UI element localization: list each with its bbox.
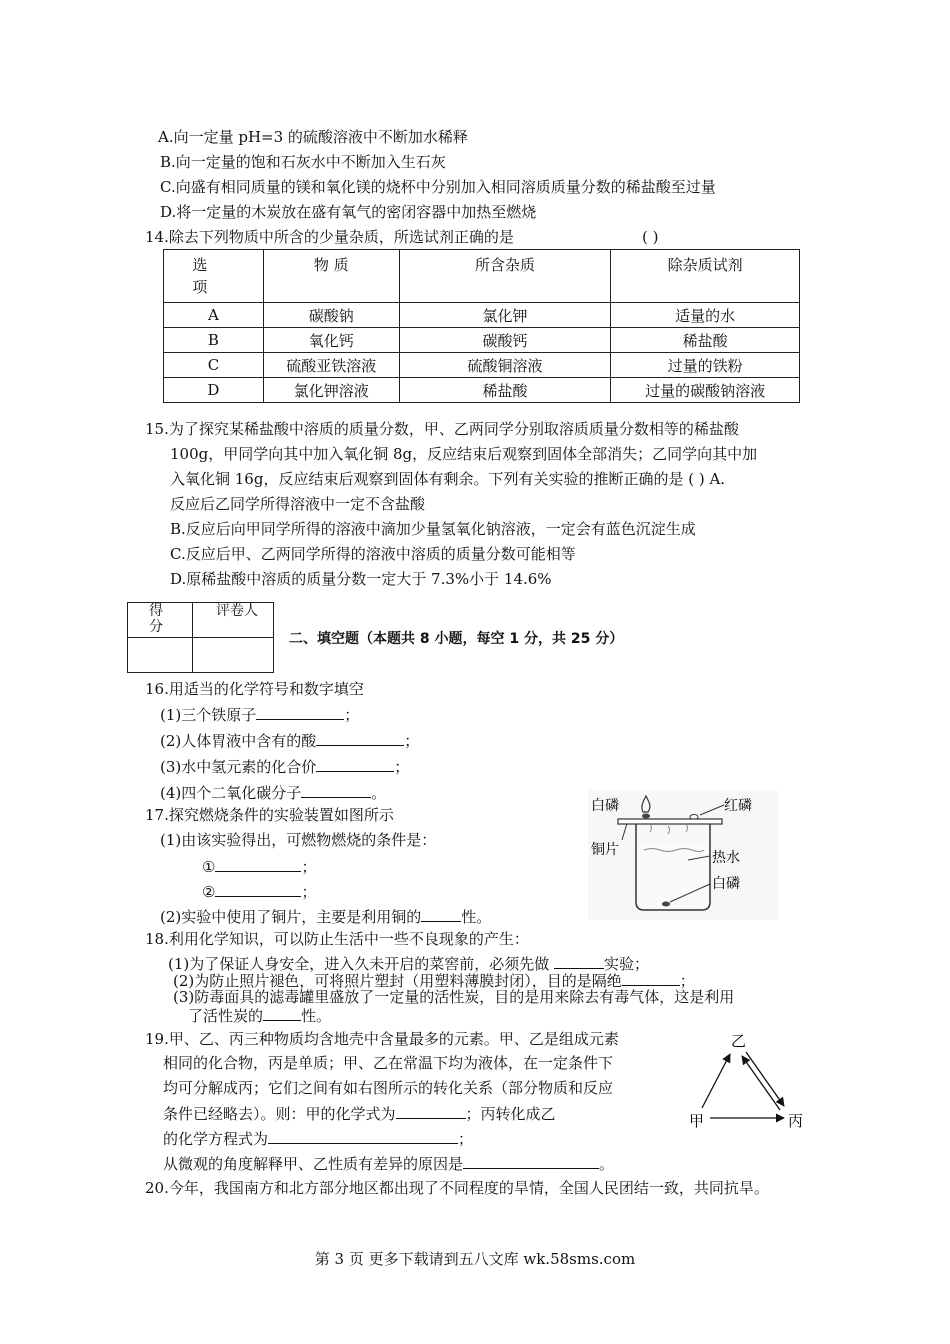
q17-condition-2: ② ； [202, 883, 317, 901]
q17-stem: 17.探究燃烧条件的实验装置如图所示 [145, 806, 394, 824]
table-cell: 氯化钾溶液 [263, 378, 399, 403]
node-yi: 乙 [731, 1032, 747, 1050]
table-header-row [164, 250, 800, 303]
answer-blank[interactable] [215, 856, 301, 872]
label-white-phosphorus-underwater: 白磷 [712, 876, 740, 892]
copper-sheet-shape [618, 819, 722, 824]
q15-option-d: D.原稀盐酸中溶质的质量分数一定大于 7.3%小于 14.6% [170, 570, 552, 588]
grader-label: 评卷人 [193, 603, 274, 638]
q19-line-6: 从微观的角度解释甲、乙性质有差异的原因是 。 [163, 1155, 615, 1173]
answer-blank[interactable] [316, 730, 404, 746]
table-cell: 适量的水 [611, 303, 800, 328]
table-cell: 氯化钾 [399, 303, 611, 328]
q16-item-1: (1)三个铁原子 ； [160, 706, 360, 724]
node-jia: 甲 [689, 1112, 705, 1130]
q19-line-3: 均可分解成丙；它们之间有如右图所示的转化关系（部分物质和反应 [163, 1079, 614, 1097]
label-hot-water: 热水 [712, 850, 740, 866]
white-phosphorus-sample [642, 814, 650, 819]
grader-field[interactable] [193, 638, 274, 673]
table-cell: A [164, 303, 264, 328]
q14-table [163, 249, 800, 403]
q18-item-3-cont: 了活性炭的 性。 [188, 1007, 332, 1025]
table-cell: C [164, 353, 264, 378]
table-row [164, 378, 800, 403]
score-label: 得分 [128, 603, 193, 638]
table-cell: 硫酸亚铁溶液 [263, 353, 399, 378]
table-row [164, 353, 800, 378]
q16-item-2: (2)人体胃液中含有的酸 ； [160, 732, 420, 750]
q19-line-1: 19.甲、乙、丙三种物质均含地壳中含量最多的元素。甲、乙是组成元素 [145, 1030, 619, 1048]
answer-blank[interactable] [256, 704, 344, 720]
q19-line-2: 相同的化合物，丙是单质；甲、乙在常温下均为液体，在一定条件下 [163, 1054, 614, 1072]
underwater-white-phosphorus [662, 902, 670, 907]
q15-line-2: 100g，甲同学向其中加入氧化铜 8g，反应结束后观察到固体全部消失；乙同学向其中加 [170, 445, 758, 463]
page-footer: 第 3 页 更多下载请到五八文库 wk.58sms.com [314, 1250, 636, 1268]
table-cell: 稀盐酸 [399, 378, 611, 403]
q15-line-4: 反应后乙同学所得溶液中一定不含盐酸 [170, 495, 426, 513]
q16-item-4: (4)四个二氧化碳分子 。 [160, 784, 387, 802]
conversion-diagram [684, 1028, 808, 1134]
q13-option-d: D.将一定量的木炭放在盛有氧气的密闭容器中加热至燃烧 [160, 203, 537, 221]
table-cell: 硫酸铜溶液 [399, 353, 611, 378]
q18-item-2: (2)为防止照片褪色，可将照片塑封（用塑料薄膜封闭），目的是隔绝 ； [173, 972, 695, 990]
arrow-yi-to-bing [746, 1052, 784, 1106]
node-bing: 丙 [788, 1112, 804, 1130]
table-row [164, 303, 800, 328]
table-row [164, 328, 800, 353]
label-white-phosphorus: 白磷 [591, 798, 619, 814]
answer-blank[interactable] [554, 953, 604, 969]
table-cell: 稀盐酸 [611, 328, 800, 353]
score-box [127, 602, 274, 673]
q19-line-5: 的化学方程式为 ； [163, 1130, 474, 1148]
q17-condition-1: ① ； [202, 858, 317, 876]
q15-line-1: 15.为了探究某稀盐酸中溶质的质量分数，甲、乙两同学分别取溶质质量分数相等的稀盐酸 [145, 420, 739, 438]
table-cell: 氧化钙 [263, 328, 399, 353]
q15-line-3: 入氧化铜 16g，反应结束后观察到固体有剩余。下列有关实验的推断正确的是 ( ) A. [170, 470, 726, 488]
header-reagent: 除杂质试剂 [611, 250, 800, 303]
q17-item-2: (2)实验中使用了铜片，主要是利用铜的 性。 [160, 908, 492, 926]
q18-item-1: (1)为了保证人身安全，进入久未开启的菜窖前，必须先做 实验； [168, 955, 650, 973]
table-cell: 过量的碳酸钠溶液 [611, 378, 800, 403]
q14-answer-paren: ( ) [642, 228, 659, 246]
answer-blank[interactable] [396, 1103, 466, 1119]
table-cell: 过量的铁粉 [611, 353, 800, 378]
q16-item-3: (3)水中氢元素的化合价 ； [160, 758, 410, 776]
label-copper-sheet: 铜片 [591, 842, 619, 858]
q20-stem: 20.今年，我国南方和北方部分地区都出现了不同程度的旱情，全国人民团结一致，共同抗旱。 [145, 1179, 769, 1197]
arrow-jia-to-yi [702, 1054, 730, 1108]
arrow-bing-to-yi [742, 1056, 780, 1110]
section-title: 二、填空题（本题共 8 小题，每空 1 分，共 25 分） [289, 631, 624, 647]
q16-stem: 16.用适当的化学符号和数字填空 [145, 680, 364, 698]
combustion-apparatus-figure [588, 790, 778, 920]
q15-option-c: C.反应后甲、乙两同学所得的溶液中溶质的质量分数可能相等 [170, 545, 576, 563]
answer-blank[interactable] [215, 881, 301, 897]
table-cell: 碳酸钠 [263, 303, 399, 328]
table-cell: 碳酸钙 [399, 328, 611, 353]
answer-blank[interactable] [316, 756, 394, 772]
answer-blank[interactable] [263, 1005, 301, 1021]
q19-line-4: 条件已经略去）。则：甲的化学式为 ；丙转化成乙 [163, 1105, 556, 1123]
header-substance: 物 质 [263, 250, 399, 303]
q13-option-a: A.向一定量 pH=3 的硫酸溶液中不断加水稀释 [158, 128, 468, 146]
q15-option-b: B.反应后向甲同学所得的溶液中滴加少量氢氧化钠溶液，一定会有蓝色沉淀生成 [170, 520, 696, 538]
q17-item-1: (1)由该实验得出，可燃物燃烧的条件是： [160, 831, 437, 849]
score-field[interactable] [128, 638, 193, 673]
q18-item-3: (3)防毒面具的滤毒罐里盛放了一定量的活性炭，目的是用来除去有毒气体，这是利用 [173, 988, 735, 1006]
label-red-phosphorus: 红磷 [724, 798, 752, 814]
table-cell: D [164, 378, 264, 403]
header-impurity: 所含杂质 [399, 250, 611, 303]
table-cell: B [164, 328, 264, 353]
q13-option-b: B.向一定量的饱和石灰水中不断加入生石灰 [160, 153, 446, 171]
answer-blank[interactable] [268, 1128, 458, 1144]
header-option: 选项 [164, 250, 264, 303]
answer-blank[interactable] [463, 1153, 599, 1169]
q13-option-c: C.向盛有相同质量的镁和氧化镁的烧杯中分别加入相同溶质质量分数的稀盐酸至过量 [160, 178, 716, 196]
answer-blank[interactable] [421, 906, 461, 922]
q14-stem: 14.除去下列物质中所含的少量杂质，所选试剂正确的是 [145, 228, 514, 246]
q18-stem: 18.利用化学知识，可以防止生活中一些不良现象的产生： [145, 930, 529, 948]
answer-blank[interactable] [622, 970, 680, 986]
answer-blank[interactable] [301, 782, 371, 798]
